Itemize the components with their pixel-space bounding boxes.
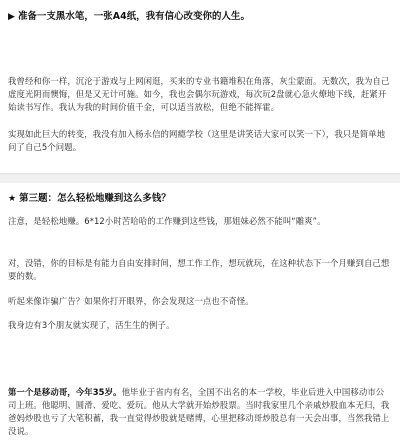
triangle-icon: ▶ <box>8 12 16 22</box>
card2-title-text: 第三题：怎么轻松地赚到这么多钱？ <box>19 193 171 204</box>
card1-title-text: 准备一支黑水笔，一张A4纸，我有信心改变你的人生。 <box>18 11 250 22</box>
card2-paragraph-2: 对，没错，你的目标是有能力自由安排时间，想工作工作，想玩就玩，在这种状态下一个月赚到自己想要的数。 <box>8 258 390 281</box>
post-card-2 <box>0 183 400 444</box>
card2-paragraph-5-lead: 第一个是移动哥，今年35岁。 <box>8 387 122 397</box>
card1-paragraph-1: 我曾经和你一样，沉沦于游戏与上网闲逛，买来的专业书籍堆积在角落，灰尘蒙面。无数次，我为自己虚度光阴而懊悔，但是又无计可施。如今，我也会偶尔玩游戏，每次玩2盘就心急火燎地下线，赶紧开始读书写作。我认为我的时间价值千金，可以适当放松，但绝不能挥霍。 <box>8 76 390 112</box>
card2-paragraph-1: 注意，是轻松地赚。6*12小时苦哈哈的工作赚到这些钱，那姐妹必然不能叫“雕爽”。 <box>8 216 326 226</box>
star-icon: ★ <box>8 194 17 204</box>
post-card-1 <box>0 0 400 173</box>
card2-paragraph-5-body: 他毕业于省内有名，全国不出名的本一学校，毕业后进入中国移动市公司上班。他聪明、圆滑、爱吃、爱玩。他从大学就开始炒股票。当时我家里几个亲戚炒股血本无归，我爸妈炒股也亏了大笔积蓄，我一直觉得炒股就是赌博，心里把移动哥炒股总有一天会出事，当然我错上没说。 <box>8 387 390 436</box>
card1-paragraph-2: 实现如此巨大的转变，我没有加入杨永信的网瘾学校（这里是讲笑话大家可以笑一下），我只是简单地问了自己5个问题。 <box>8 129 386 152</box>
card1-title <box>8 10 392 24</box>
card2-title <box>8 192 392 206</box>
card2-paragraph-3: 听起来像诈骗广告？如果你打开眼界，你会发现这一点也不奇怪。 <box>8 296 254 306</box>
card2-paragraph-5 <box>8 386 392 438</box>
card2-paragraph-4: 我身边有3个朋友就实现了，活生生的例子。 <box>8 320 175 330</box>
